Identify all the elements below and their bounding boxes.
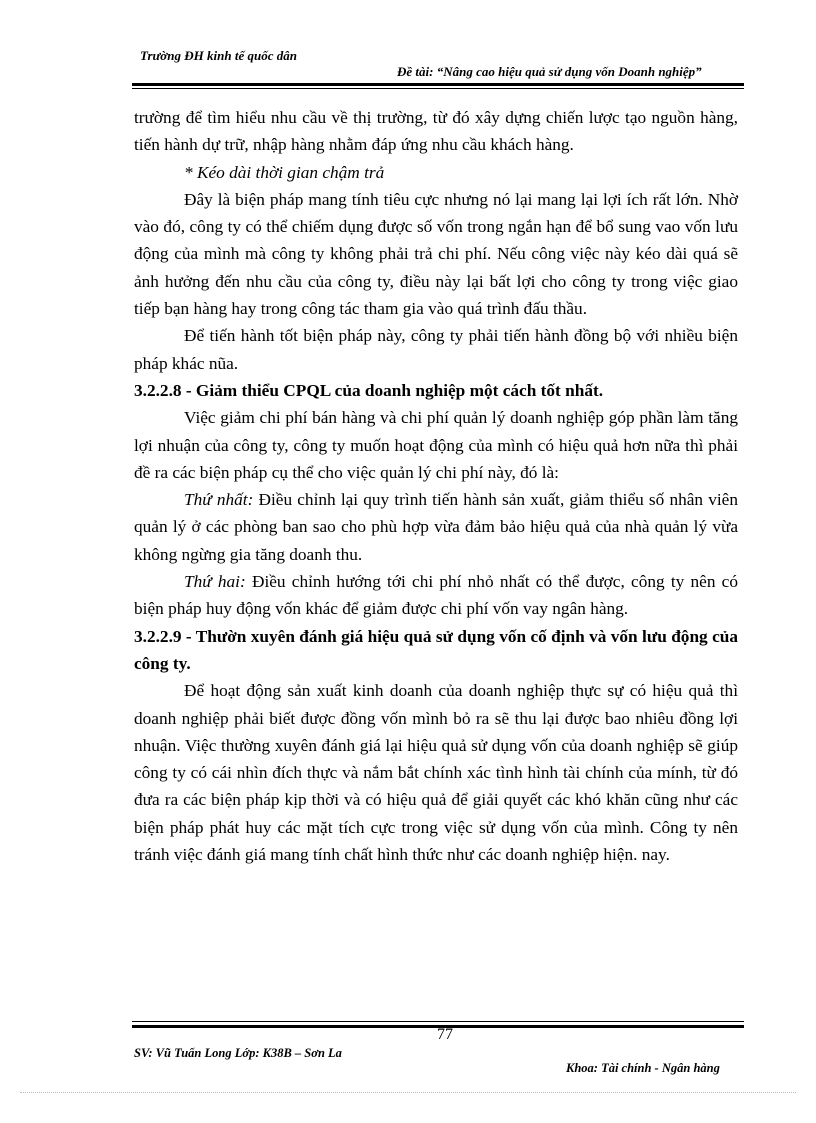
page-bottom-dotted-line [20, 1092, 796, 1093]
paragraph: trường để tìm hiểu nhu cầu về thị trường, từ đó xây dựng chiến lược tạo nguồn hàng, tiến hành dự trữ, nhập hàng nhằm đáp ứng nhu cầu khách hàng. [134, 108, 738, 155]
section-heading-3-2-2-9: 3.2.2.9 - Thườn xuyên đánh giá hiệu quả sử dụng vốn cố định và vốn lưu động của công ty. [134, 626, 738, 673]
header-topic: Đề tài: “Nâng cao hiệu quả sử dụng vốn Doanh nghiệp” [397, 64, 702, 79]
footer-student: SV: Vũ Tuấn Long Lớp: K38B – Sơn La [134, 1046, 342, 1060]
paragraph: Để hoạt động sản xuất kinh doanh của doanh nghiệp thực sự có hiệu quả thì doanh nghiệp phải biết được đồng vốn mình bỏ ra sẽ thu lại được bao nhiêu đồng lợi nhuận. Việc thường xuyên đánh giá lại hiệu quả sử dụng vốn của doanh nghiệp sẽ giúp công ty có cái nhìn đích thực và nắm bắt chính xác tình hình tài chính của mính, từ đó đưa ra các biện pháp kịp thời và có hiệu quả để giải quyết các khó khăn cũng như các biện pháp phát huy các mặt tích cực trong việc sử dụng vốn của mình. Công ty nên tránh việc đánh giá mang tính chất hình thức như các doanh nghiệp hiện. nay. [134, 681, 738, 865]
paragraph-second-point [134, 568, 738, 623]
paragraph: Đây là biện pháp mang tính tiêu cực nhưng nó lại mang lại lợi ích rất lớn. Nhờ vào đó, công ty có thể chiếm dụng được số vốn trong ngắn hạn để bổ sung vao vốn lưu động của mình mà công ty không phải trả chi phí. Nếu công việc này kéo dài quá sẽ ảnh hưởng đến nhu cầu của công ty, điều này lại bất lợi cho công ty trong việc giao tiếp bạn hàng hay trong công tác tham gia vào quá trình đấu thầu. [134, 189, 738, 319]
point-label: Thứ nhất: [184, 490, 254, 510]
header-school: Trường ĐH kinh tế quốc dân [140, 48, 297, 63]
footer-faculty: Khoa: Tài chính - Ngân hàng [566, 1061, 720, 1075]
paragraph: Để tiến hành tốt biện pháp này, công ty phải tiến hành đồng bộ với nhiều biện pháp khác nũa. [134, 326, 738, 373]
section-heading-3-2-2-8: 3.2.2.8 - Giảm thiểu CPQL của doanh nghiệp một cách tốt nhất. [134, 380, 604, 400]
footer-rule-thin [132, 1021, 744, 1022]
page-number: 77 [437, 1026, 453, 1043]
header-rule-thick [132, 83, 744, 86]
header-rule-thin [132, 88, 744, 89]
point-label: Thứ hai: [184, 572, 246, 592]
point-text: Điều chỉnh lại quy trình tiến hành sản xuất, giảm thiểu số nhân viên quản lý ở các phòng ban sao cho phù hợp vừa đảm bảo hiệu quả của nhà quản lý vừa không ngừng gia tăng doanh thu. [134, 490, 738, 564]
paragraph-first-point [134, 486, 738, 568]
paragraph: Việc giảm chi phí bán hàng và chi phí quản lý doanh nghiệp góp phần làm tăng lợi nhuận của công ty, công ty muốn hoạt động của mình có hiệu quả hơn nữa thì phải đề ra các biện pháp cụ thể cho việc quản lý chi phí này, đó là: [134, 408, 738, 482]
subheading-italic: * Kéo dài thời gian chậm trả [184, 162, 385, 182]
point-text: Điều chỉnh hướng tới chi phí nhỏ nhất có thể được, công ty nên có biện pháp huy động vốn khác để giảm được chi phí vốn vay ngân hàng. [134, 572, 738, 619]
body-text [134, 104, 738, 868]
